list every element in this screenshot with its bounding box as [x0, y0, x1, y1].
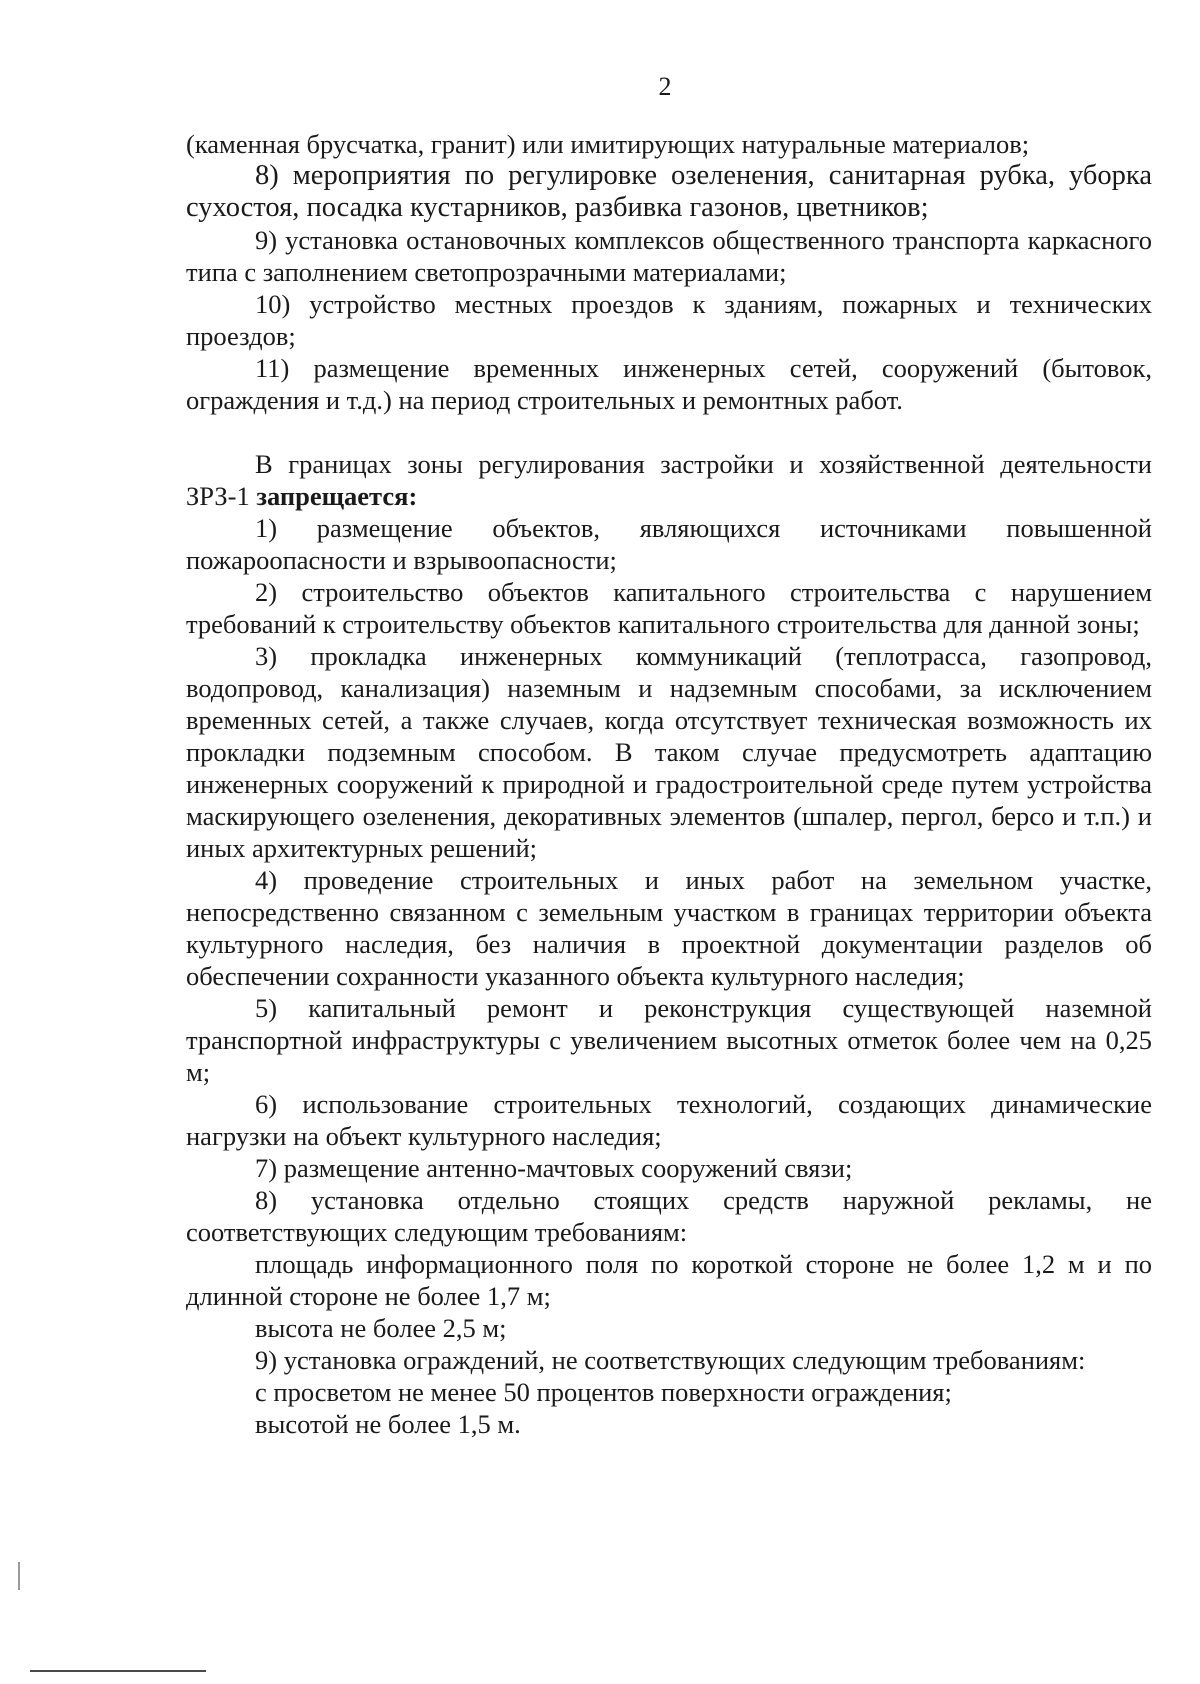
list-item-9-bus-stops: 9) установка остановочных комплексов общественного транспорта каркасного типа с заполнением светопрозрачными материалами;	[186, 225, 1152, 287]
prohibition-item-3: 3) прокладка инженерных коммуникаций (теплотрасса, газопровод, водопровод, канализация) наземным и надземным способами, за исключением временных сетей, а также случаев, когда отсутствует техническая возможность их прокладки подземным способом. В таком случае предусмотреть адаптацию инженерных сооружений к природной и градостроительной среде путем устройства маскирующего озеленения, декоративных элементов (шпалер, пергол, берсо и т.п.) и иных архитектурных решений;	[186, 641, 1152, 863]
requirement-fence-gap: с просветом не менее 50 процентов поверхности ограждения;	[255, 1377, 952, 1407]
prohibition-item-9: 9) установка ограждений, не соответствующих следующим требованиям:	[255, 1345, 1086, 1375]
prohibition-item-8: 8) установка отдельно стоящих средств наружной рекламы, не соответствующих следующим требованиям:	[186, 1185, 1152, 1247]
prohibition-item-6: 6) использование строительных технологий, создающих динамические нагрузки на объект культурного наследия;	[186, 1089, 1152, 1151]
prohibitions-keyword: запрещается:	[256, 481, 418, 511]
document-body	[186, 128, 1152, 1440]
prohibitions-intro-text: В границах зоны регулирования застройки и хозяйственной деятельности ЗРЗ-1	[186, 449, 1152, 511]
requirement-ad-height: высота не более 2,5 м;	[255, 1313, 507, 1343]
list-item-8-greening: 8) мероприятия по регулировке озеленения, санитарная рубка, уборка сухостоя, посадка кустарников, разбивка газонов, цветников;	[186, 160, 1152, 223]
list-item-11-temporary-networks: 11) размещение временных инженерных сетей, сооружений (бытовок, ограждения и т.д.) на период строительных и ремонтных работ.	[186, 353, 1152, 415]
footer-rule	[30, 1670, 206, 1672]
prohibition-item-5: 5) капитальный ремонт и реконструкция существующей наземной транспортной инфраструктуры с увеличением высотных отметок более чем на 0,25 м;	[186, 993, 1152, 1087]
requirement-fence-height: высотой не более 1,5 м.	[255, 1409, 521, 1439]
paragraph-continuation: (каменная брусчатка, гранит) или имитирующих натуральные материалов;	[186, 129, 1030, 159]
prohibition-item-4: 4) проведение строительных и иных работ на земельном участке, непосредственно связанном с земельным участком в границах территории объекта культурного наследия, без наличия в проектной документации разделов об обеспечении сохранности указанного объекта культурного наследия;	[186, 865, 1152, 991]
prohibition-item-2: 2) строительство объектов капитального строительства с нарушением требований к строительству объектов капитального строительства для данной зоны;	[186, 577, 1152, 639]
requirement-ad-area: площадь информационного поля по короткой стороне не более 1,2 м и по длинной стороне не более 1,7 м;	[186, 1249, 1152, 1311]
prohibition-item-1: 1) размещение объектов, являющихся источниками повышенной пожароопасности и взрывоопасности;	[186, 513, 1152, 575]
page-number: 2	[658, 72, 672, 101]
prohibitions-intro	[186, 448, 1152, 512]
list-item-10-driveways: 10) устройство местных проездов к зданиям, пожарных и технических проездов;	[186, 289, 1152, 351]
prohibition-item-7: 7) размещение антенно-мачтовых сооружений связи;	[255, 1153, 853, 1183]
scan-margin-mark	[18, 1562, 20, 1590]
